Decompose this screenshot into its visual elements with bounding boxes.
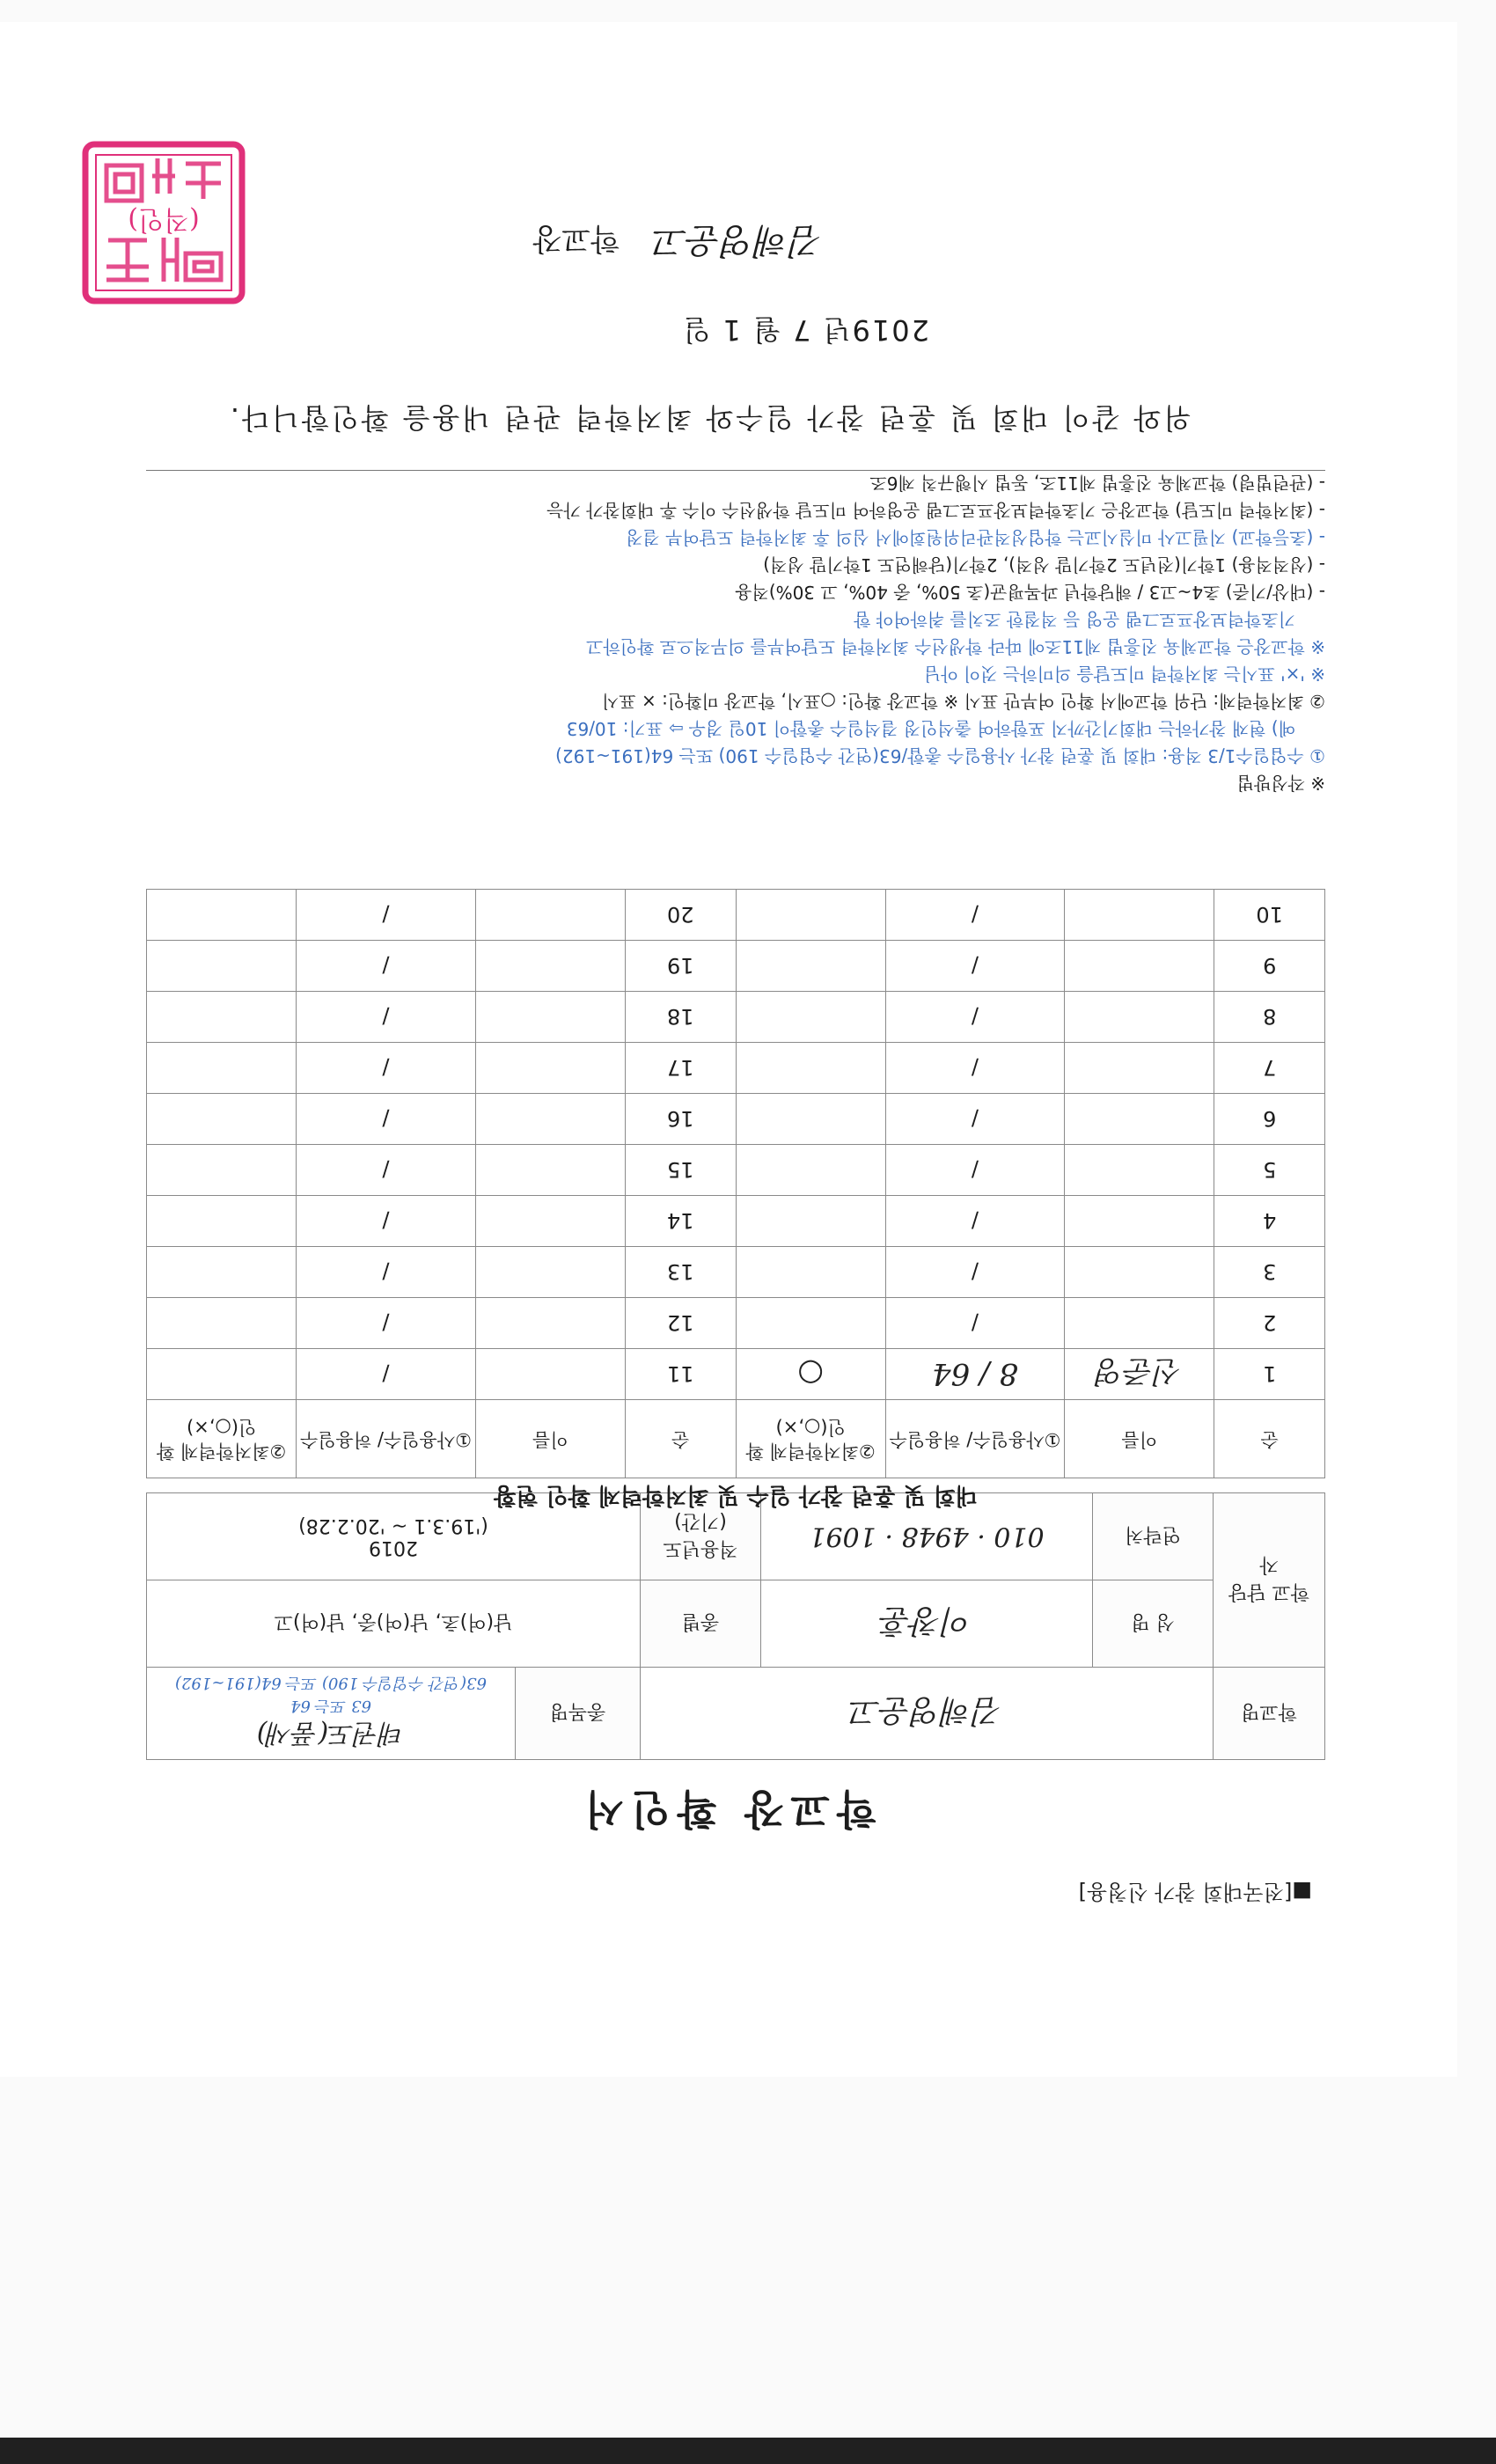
col-header-days-2: ①사용일수/ 허용일수	[297, 1400, 476, 1478]
table-row	[147, 992, 1325, 1043]
period-year: 2019	[369, 1536, 418, 1558]
divider	[146, 470, 1325, 471]
teacher-name-label: 성 명	[1093, 1580, 1214, 1667]
row-days: /	[885, 992, 1065, 1043]
confirmation-statement: 위와 같이 대회 및 훈련 참가 일수와 최저학력 관련 내용을 확인합니다.	[227, 401, 1192, 435]
row-name	[475, 1196, 625, 1247]
row-no: 17	[625, 1043, 736, 1094]
row-min	[736, 1196, 885, 1247]
note-line: ② 최저학력제: 단위 학교에서 확인 여부만 표시 ※ 학교장 확인: ○표시, 학교장 미확인: × 표시	[601, 691, 1325, 712]
row-days: /	[885, 1196, 1065, 1247]
required-days-note: 63(연간 수업일수 190) 또는 64(191~192)	[174, 1673, 488, 1692]
row-days: /	[297, 1145, 476, 1196]
row-name	[475, 1043, 625, 1094]
row-no: 7	[1214, 1043, 1325, 1094]
col-header-min-2: ②최저학력제 확인(○,×)	[147, 1400, 297, 1478]
note-line: - (관련법령) 학교체육 진흥법 제11조, 동법 시행규칙 제6조	[869, 473, 1325, 494]
row-min	[147, 1094, 297, 1145]
row-name	[1065, 1094, 1214, 1145]
note-line: - (초등학교) 지필고사 미실시교는 학업성적관리위원회에서 심의 후 최저학력 도달여부 결정	[626, 527, 1325, 548]
table-row	[147, 1145, 1325, 1196]
table-row	[147, 1196, 1325, 1247]
row-days: /	[297, 941, 476, 992]
col-header-name-2: 이름	[475, 1400, 625, 1478]
row-days: /	[885, 1094, 1065, 1145]
signing-date: 2019년 7 월 1 일	[681, 313, 929, 347]
row-days: /	[297, 1094, 476, 1145]
row-name	[1065, 1298, 1214, 1349]
row-min	[147, 1196, 297, 1247]
row-days: /	[885, 890, 1065, 941]
row-no: 12	[625, 1298, 736, 1349]
row-min: ○	[736, 1349, 885, 1400]
notes-heading: ※ 작성방법	[1236, 773, 1325, 794]
row-no: 4	[1214, 1196, 1325, 1247]
row-min	[147, 1043, 297, 1094]
col-header-no: 순	[1214, 1400, 1325, 1478]
row-days: /	[297, 1298, 476, 1349]
row-name	[475, 1247, 625, 1298]
row-no: 18	[625, 992, 736, 1043]
sport-label: 종목명	[516, 1667, 641, 1759]
row-days: /	[297, 992, 476, 1043]
row-days: /	[297, 1247, 476, 1298]
table-row	[147, 1298, 1325, 1349]
note-line: ※ '×' 표시는 최저학력 미도달을 의미하는 것이 아님	[923, 664, 1325, 685]
seal-text: (직인)	[128, 204, 200, 235]
row-name	[475, 890, 625, 941]
col-header-days: ①사용일수/ 허용일수	[885, 1400, 1065, 1478]
period-range: ('19.3.1 ~ '20.2.28)	[298, 1514, 488, 1536]
row-no: 3	[1214, 1247, 1325, 1298]
scanner-edge	[0, 2438, 1496, 2464]
row-min	[147, 1145, 297, 1196]
row-name	[475, 1349, 625, 1400]
row-name	[1065, 1145, 1214, 1196]
row-no: 9	[1214, 941, 1325, 992]
upside-down-document-page	[0, 22, 1457, 2077]
official-seal-stamp	[80, 139, 247, 306]
note-line: - (최저학력 미도달) 학교장은 기초학력보장프로그램 운영하여 미도달 학생선수 이수 후 대회참가 가능	[546, 500, 1325, 521]
row-name	[1065, 890, 1214, 941]
note-line: ※ 학교장은 학교체육 진흥법 제11조에 따라 학생선수 최저학력 도달여부를 의무적으로 확인하고	[586, 636, 1325, 657]
row-days: /	[297, 1043, 476, 1094]
row-name	[1065, 941, 1214, 992]
table-row	[147, 890, 1325, 941]
form-category: ■[전국대회 참가 신청용]	[1078, 1880, 1312, 1904]
row-days: /	[885, 1298, 1065, 1349]
teacher-label: 학교 담당자	[1214, 1492, 1325, 1667]
handwritten-school-name: 김해영운고	[653, 220, 824, 260]
teacher-name-value: 이창훈	[761, 1580, 1093, 1667]
col-header-no-2: 순	[625, 1400, 736, 1478]
period-label: 적용년도 (기간)	[641, 1492, 761, 1580]
row-no: 11	[625, 1349, 736, 1400]
row-days: /	[885, 941, 1065, 992]
row-days: /	[885, 1043, 1065, 1094]
school-name-label: 학교명	[1214, 1667, 1325, 1759]
row-name	[1065, 992, 1214, 1043]
row-days: /	[885, 1247, 1065, 1298]
sport-value: 태권도(품새)	[256, 1718, 406, 1749]
row-no: 6	[1214, 1094, 1325, 1145]
participation-status-table	[146, 889, 1325, 1478]
row-min	[736, 941, 885, 992]
row-name: 신준영	[1065, 1349, 1214, 1400]
row-days: /	[297, 1196, 476, 1247]
row-days: /	[297, 890, 476, 941]
col-header-min: ②최저학력제 확인(○,×)	[736, 1400, 885, 1478]
row-min	[147, 992, 297, 1043]
row-days: 8 / 64	[885, 1349, 1065, 1400]
row-no: 10	[1214, 890, 1325, 941]
row-min	[147, 1349, 297, 1400]
table-row	[147, 1247, 1325, 1298]
row-no: 5	[1214, 1145, 1325, 1196]
table-row	[147, 941, 1325, 992]
row-name	[475, 941, 625, 992]
row-min	[736, 1145, 885, 1196]
row-no: 1	[1214, 1349, 1325, 1400]
row-no: 16	[625, 1094, 736, 1145]
row-name	[475, 992, 625, 1043]
note-line: - (성적적용) 1학기(전년도 2학기말 성적), 2학기(당해연도 1학기말 성적)	[763, 554, 1325, 576]
status-section-title: 대회 및 훈련 참가 일수 및 최저학력제 확인 현황	[494, 1482, 978, 1508]
row-min	[736, 1043, 885, 1094]
instructions-block	[128, 469, 1325, 796]
row-no: 14	[625, 1196, 736, 1247]
row-min	[147, 941, 297, 992]
contact-value: 010 · 4948 · 1091	[761, 1492, 1093, 1580]
row-days: /	[297, 1349, 476, 1400]
contact-label: 연락처	[1093, 1492, 1214, 1580]
row-name	[475, 1145, 625, 1196]
school-name-value: 김해영운고	[641, 1667, 1214, 1759]
principal-signature-line	[532, 218, 824, 268]
row-no: 15	[625, 1145, 736, 1196]
required-days-value: 63 또는 64	[290, 1697, 372, 1715]
row-name	[1065, 1196, 1214, 1247]
col-header-name: 이름	[1065, 1400, 1214, 1478]
row-no: 13	[625, 1247, 736, 1298]
school-info-table	[146, 1492, 1325, 1760]
document-title: 학교장 확인서	[577, 1786, 876, 1833]
row-min	[736, 992, 885, 1043]
level-value: 남(여)초, 남(여)중, 남(여)고	[147, 1580, 641, 1667]
row-min	[736, 1094, 885, 1145]
table-row	[147, 1043, 1325, 1094]
row-min	[736, 890, 885, 941]
table-row	[147, 1094, 1325, 1145]
row-min	[147, 1298, 297, 1349]
row-min	[736, 1298, 885, 1349]
note-line: - (대상/기준) 초4~고3 / 해당학년 과목평균(초 50%, 중 40%, 고 30%)적용	[735, 582, 1325, 603]
row-min	[147, 1247, 297, 1298]
row-name	[1065, 1247, 1214, 1298]
row-name	[1065, 1043, 1214, 1094]
note-line: 기초학력보장프로그램 운영 등 적절한 조치를 취하여야 함	[854, 609, 1295, 630]
row-no: 8	[1214, 992, 1325, 1043]
note-line: 예) 현재 참가하는 대회기간까지 포함하여 출석인정 결석일수 총합이 10일 경우 ⇨ 표기: 10/63	[566, 718, 1295, 739]
row-name	[475, 1094, 625, 1145]
row-min	[736, 1247, 885, 1298]
row-min	[147, 890, 297, 941]
principal-label: 학교장	[532, 221, 620, 256]
row-name	[475, 1298, 625, 1349]
row-no: 20	[625, 890, 736, 941]
sport-value-cell	[147, 1667, 516, 1759]
row-no: 2	[1214, 1298, 1325, 1349]
table-row	[147, 1349, 1325, 1400]
row-days: /	[885, 1145, 1065, 1196]
level-label: 종별	[641, 1580, 761, 1667]
note-line: ① 수업일수1/3 적용: 대회 및 훈련 참가 사용일수 총합/63(연간 수업일수 190) 또는 64(191~192)	[555, 745, 1325, 766]
row-no: 19	[625, 941, 736, 992]
